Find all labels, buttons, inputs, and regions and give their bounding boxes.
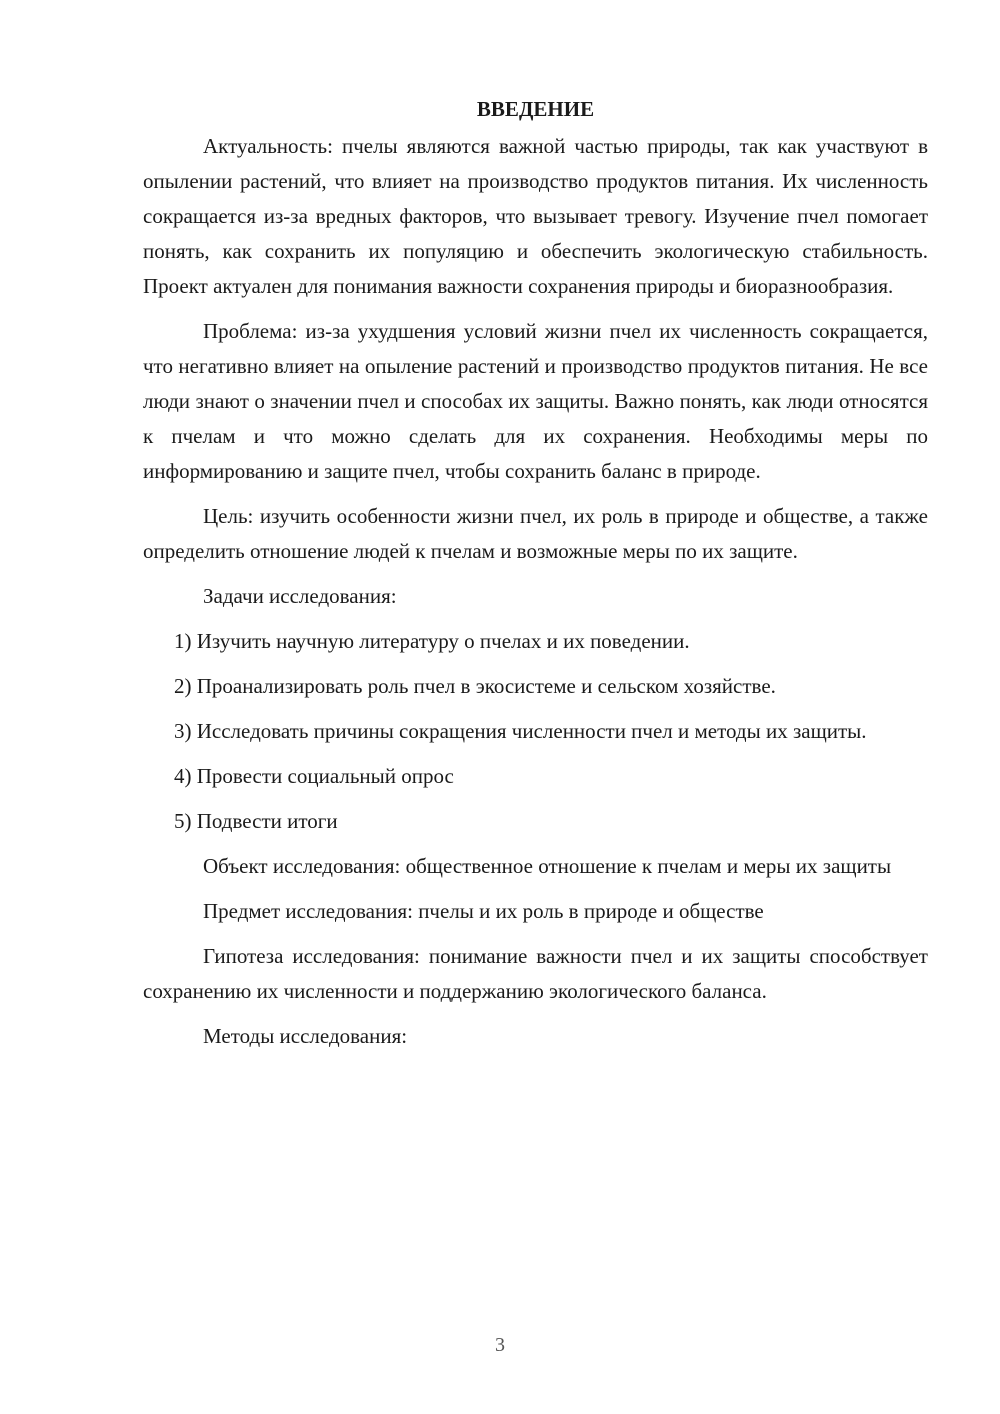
task-item-3: 3) Исследовать причины сокращения численности пчел и методы их защиты. bbox=[174, 719, 867, 743]
task-item-2: 2) Проанализировать роль пчел в экосистеме и сельском хозяйстве. bbox=[174, 674, 776, 698]
paragraph-subject: Предмет исследования: пчелы и их роль в природе и обществе bbox=[203, 899, 764, 923]
task-item-1: 1) Изучить научную литературу о пчелах и их поведении. bbox=[174, 629, 690, 653]
paragraph-goal: Цель: изучить особенности жизни пчел, их роль в природе и обществе, а также определить отношение людей к пчелам и возможные меры по их защите. bbox=[143, 504, 928, 563]
paragraph-problem: Проблема: из-за ухудшения условий жизни пчел их численность сокращается, что негативно влияет на опыление растений и производство продуктов питания. Не все люди знают о значении пчел и способах их защиты. Важно понять, как люди относятся к пчелам и что можно сделать для их сохранения. Необходимы меры по информированию и защите пчел, чтобы сохранить баланс в природе. bbox=[143, 319, 928, 483]
section-title: ВВЕДЕНИЕ bbox=[476, 97, 595, 121]
paragraph-hypothesis: Гипотеза исследования: понимание важности пчел и их защиты способствует сохранению их численности и поддержанию экологического баланса. bbox=[143, 944, 928, 1003]
paragraph-object: Объект исследования: общественное отношение к пчелам и меры их защиты bbox=[203, 854, 892, 878]
document-page bbox=[143, 92, 928, 1064]
task-item-4: 4) Провести социальный опрос bbox=[174, 764, 454, 788]
paragraph-relevance: Актуальность: пчелы являются важной частью природы, так как участвуют в опылении растений, что влияет на производство продуктов питания. Их численность сокращается из-за вредных факторов, что вызывает тревогу. Изучение пчел помогает понять, как сохранить их популяцию и обеспечить экологическую стабильность. Проект актуален для понимания важности сохранения природы и биоразнообразия. bbox=[143, 134, 928, 298]
page-number: 3 bbox=[495, 1334, 505, 1356]
methods-heading: Методы исследования: bbox=[203, 1024, 408, 1048]
task-item-5: 5) Подвести итоги bbox=[174, 809, 338, 833]
tasks-heading: Задачи исследования: bbox=[203, 584, 397, 608]
